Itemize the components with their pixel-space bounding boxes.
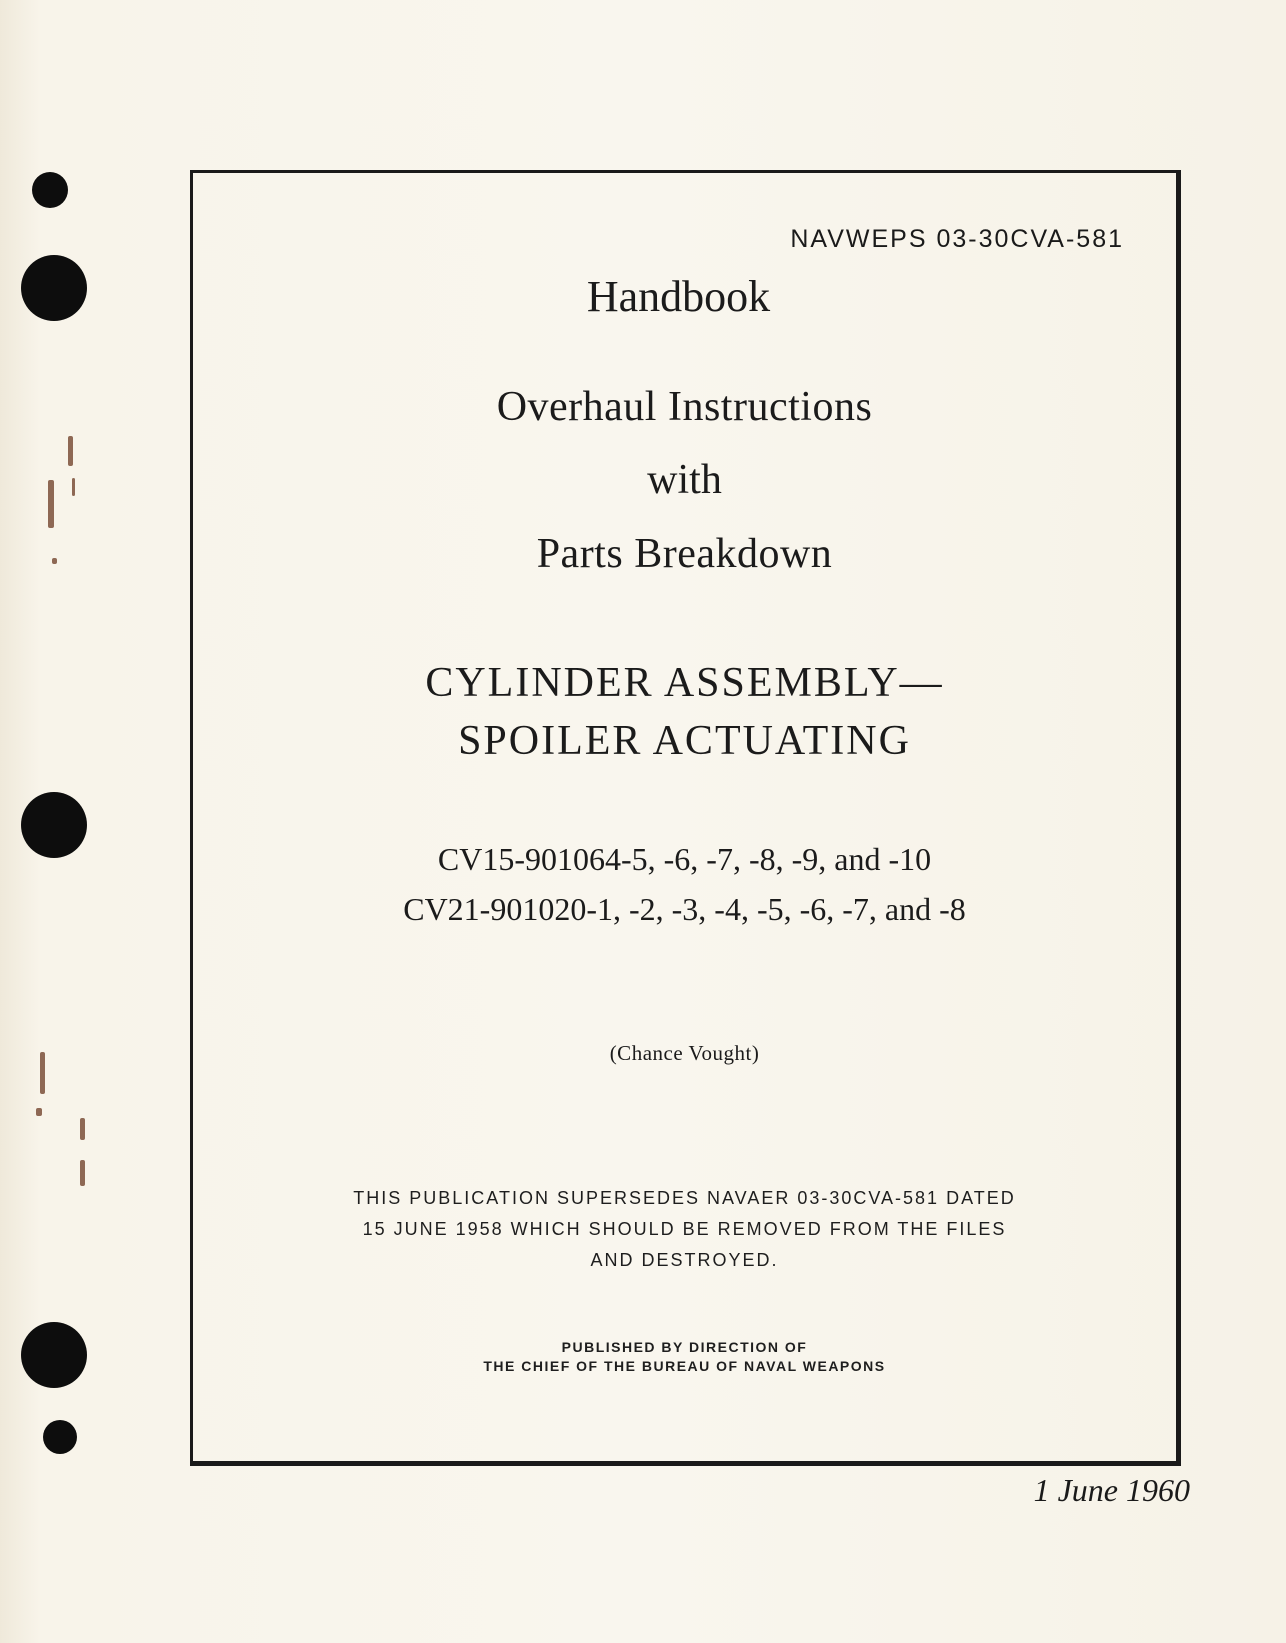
rust-stain — [72, 478, 75, 496]
rust-stain — [40, 1052, 45, 1094]
rust-stain — [52, 558, 57, 564]
supersedes-line: AND DESTROYED. — [590, 1250, 779, 1270]
heading-line: with — [647, 457, 722, 503]
rust-stain — [36, 1108, 42, 1116]
publication-date: 1 June 1960 — [1033, 1472, 1190, 1508]
document-title: CYLINDER ASSEMBLY— — [425, 660, 944, 706]
punch-hole-2 — [21, 255, 87, 321]
punch-hole-1 — [32, 172, 68, 208]
punch-hole-5 — [43, 1420, 77, 1454]
supersedes-line: THIS PUBLICATION SUPERSEDES NAVAER 03-30CVA-581 DATED — [353, 1188, 1016, 1208]
part-number-line: CV21-901020-1, -2, -3, -4, -5, -6, -7, and -8 — [403, 891, 966, 927]
published-by-line: PUBLISHED BY DIRECTION OF — [561, 1339, 808, 1355]
rust-stain — [48, 480, 54, 528]
published-by — [193, 1338, 1176, 1376]
handbook-label: Handbook — [586, 272, 771, 321]
supersedes-notice — [193, 1183, 1176, 1276]
manufacturer-label: (Chance Vought) — [609, 1041, 760, 1065]
publication-number: NAVWEPS 03-30CVA-581 — [790, 225, 1124, 253]
heading-line: Overhaul Instructions — [496, 384, 873, 430]
punch-hole-3 — [21, 792, 87, 858]
rust-stain — [80, 1160, 85, 1186]
supersedes-line: 15 JUNE 1958 WHICH SHOULD BE REMOVED FROM THE FILES — [362, 1219, 1007, 1239]
cover-frame — [190, 170, 1181, 1466]
rust-stain — [80, 1118, 85, 1140]
document-title: SPOILER ACTUATING — [458, 718, 911, 764]
rust-stain — [68, 436, 73, 466]
punch-hole-4 — [21, 1322, 87, 1388]
part-number-line: CV15-901064-5, -6, -7, -8, -9, and -10 — [437, 841, 932, 877]
heading-line: Parts Breakdown — [536, 531, 833, 577]
published-by-line: THE CHIEF OF THE BUREAU OF NAVAL WEAPONS — [483, 1358, 886, 1374]
